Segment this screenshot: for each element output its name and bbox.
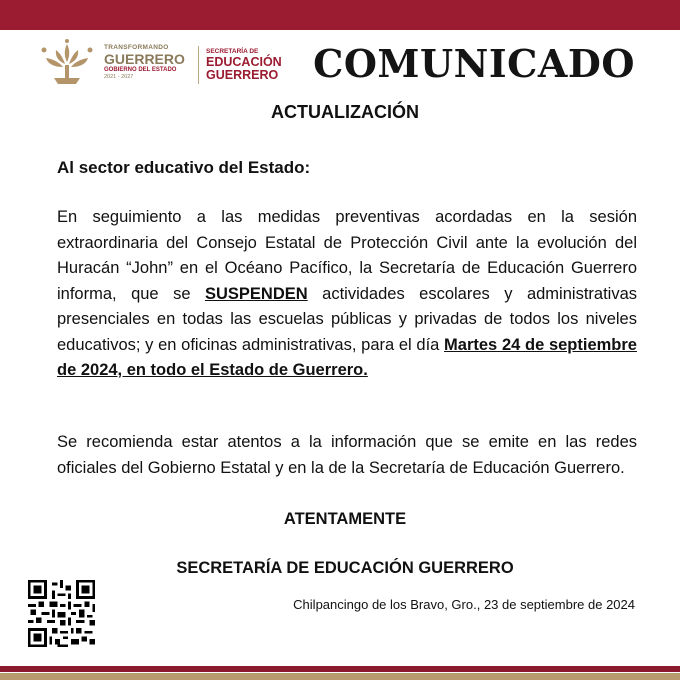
logo-years: 2021 - 2027 (104, 74, 134, 80)
logo-secretaria-de: SECRETARÍA DE (206, 48, 259, 55)
logo-divider (198, 46, 199, 84)
state-emblem-icon (36, 38, 98, 90)
qr-code-icon (28, 580, 95, 647)
logo-guerrero: GUERRERO (104, 51, 185, 67)
signer: SECRETARÍA DE EDUCACIÓN GUERRERO (176, 559, 514, 577)
government-logo-text (104, 44, 196, 81)
p1-suspenden: SUSPENDEN (204, 284, 308, 303)
p1-text-2: actividades escolares y administrativas presenciales en todas las escuelas públicas y privadas de todos los niveles educativos; y en oficinas administrativas, para el día (57, 284, 637, 354)
logo-guerrero-2: GUERRERO (206, 68, 279, 82)
logo-educacion: EDUCACIÓN (206, 55, 282, 69)
greeting: Al sector educativo del Estado: (57, 158, 311, 177)
paragraph-recommendation: Se recomienda estar atentos a la información que se emite en las redes oficiales del Gobierno Estatal y en la de la Secretaría de Educación Guerrero. (57, 433, 637, 477)
place-date: Chilpancingo de los Bravo, Gro., 23 de septiembre de 2024 (293, 597, 635, 612)
paragraph-announcement (57, 205, 637, 384)
subtitle: ACTUALIZACIÓN (271, 102, 419, 122)
page-title: COMUNICADO (313, 41, 635, 86)
logo-transformando: TRANSFORMANDO (104, 44, 169, 51)
bottom-banner-bar (0, 666, 680, 680)
secretaria-logo-text (206, 48, 296, 82)
top-banner-bar (0, 0, 680, 30)
closing: ATENTAMENTE (283, 510, 407, 528)
p1-date: Martes 24 de septiembre de 2024, en todo el Estado de Guerrero. (57, 335, 637, 379)
p1-text-1: En seguimiento a las medidas preventivas acordadas en la sesión extraordinaria del Consejo Estatal de Protección Civil ante la evolución del Huracán “John” en el Océano Pacífico, la Secretaría de Educación Guerrero informa, que se (57, 208, 637, 303)
logo-gobierno: GOBIERNO DEL ESTADO (104, 67, 177, 73)
